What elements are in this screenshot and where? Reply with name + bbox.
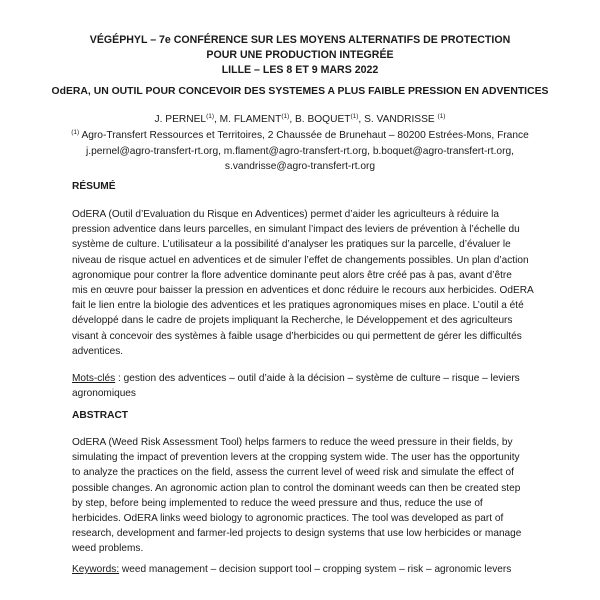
author-pernel: J. PERNEL [154,114,207,125]
resume-line: système de culture. L’utilisateur a la possibilité d’analyser les pratiques sur la parcelle, d’évaluer le [72,239,511,251]
abstract-line: weed problems. [72,543,144,555]
affiliation-mark: (1) [71,128,80,136]
conference-location-date: LILLE – LES 8 ET 9 MARS 2022 [221,64,379,76]
authors-block [40,112,560,175]
paper-title: OdERA, UN OUTIL POUR CONCEVOIR DES SYSTEMES A PLUS FAIBLE PRESSION EN ADVENTICES [51,86,549,97]
author-boquet: , B. BOQUET [289,114,351,125]
affiliation-mark: (1) [437,113,446,120]
abstract-line: research, development and farmer-led projects to design systems that use low herbicides or manage [72,528,522,540]
abstract-line: to analyze the practices on the field, assess the current level of weed risk and simulate the effect of [72,467,514,479]
conference-title: VÉGÉPHYL – 7e CONFÉRENCE SUR LES MOYENS ALTERNATIFS DE PROTECTION [89,34,511,46]
abstract-line: herbicides. OdERA links weed biology to agronomic practices. The tool was developed as part of [72,513,504,525]
affiliation-mark: (1) [206,113,215,120]
resume-heading: RÉSUMÉ [72,181,116,192]
abstract-heading: ABSTRACT [72,410,129,421]
affiliation [40,128,560,144]
abstract-line: by step, before being implemented to reduce the weed pressure and thus, reduce the use of [72,497,483,509]
resume-line: niveau de risque actuel en adventices et de simuler l’effet de changements possibles. Un plan d’action [72,254,529,266]
author-vandrisse: , S. VANDRISSE [358,114,435,125]
keywords-text: weed management – decision support tool – cropping system – risk – agronomic levers [119,564,512,575]
author-flament: , M. FLAMENT [214,114,282,125]
author-emails-line-1: j.pernel@agro-transfert-rt.org, m.flament@agro-transfert-rt.org, b.boquet@agro-transfert-rt.org, [86,145,514,157]
resume-line: développé dans le cadre de projets impliquant la Recherche, le Développement et des agriculteurs [72,315,513,327]
abstract-line: possible changes. An agronomic action plan to control the dominant weeds can then be created step [72,482,521,494]
resume-line: pression adventice dans leurs parcelles, en simulant l’impact des leviers de prévention à l’échelle du [72,224,520,236]
resume-line: fait le lien entre la biologie des adventices et les pratiques agronomiques mises en place. L’outil a été [72,300,524,312]
conference-header [40,33,560,78]
affiliation-mark: (1) [281,113,290,120]
resume-line: OdERA (Outil d’Evaluation du Risque en Adventices) permet d’aider les agriculteurs à réduire la [72,209,499,220]
keywords-label: Keywords: [72,564,120,575]
resume-line: visant à concevoir des systèmes à faible usage d’herbicides ou qui permettent de gérer les difficultés [72,330,522,342]
author-emails-line-2: s.vandrisse@agro-transfert-rt.org [224,161,376,173]
resume-line: adventices. [72,345,124,357]
resume-line: mis en œuvre pour baisser la pression en adventices et donc réduire le recours aux herbicides. OdERA [72,285,534,297]
motscles-text-cont: agronomiques [72,388,136,400]
author-list [40,112,560,128]
resume-line: agronomique pour contrer la flore adventice dominante peut alors être créé pas à pas, avant d’être [72,269,512,281]
resume-paragraph [72,207,532,359]
abstract-line: simulating the impact of prevention levers at the cropping system wide. The user has the opportunity [72,452,520,464]
affiliation-text: Agro-Transfert Ressources et Territoires, 2 Chaussée de Brunehaut – 80200 Estrées-Mons, France [81,129,529,141]
motscles-text: : gestion des adventices – outil d’aide à la décision – système de culture – risque – leviers [115,373,520,384]
affiliation-mark: (1) [350,113,359,120]
abstract-line: OdERA (Weed Risk Assessment Tool) helps farmers to reduce the weed pressure in their fields, by [72,437,513,448]
keywords-paragraph [72,562,532,577]
motscles-label: Mots-clés [72,373,116,384]
conference-subtitle: POUR UNE PRODUCTION INTEGRÉE [206,49,394,61]
motscles-paragraph [72,371,532,401]
abstract-paragraph [72,435,532,557]
